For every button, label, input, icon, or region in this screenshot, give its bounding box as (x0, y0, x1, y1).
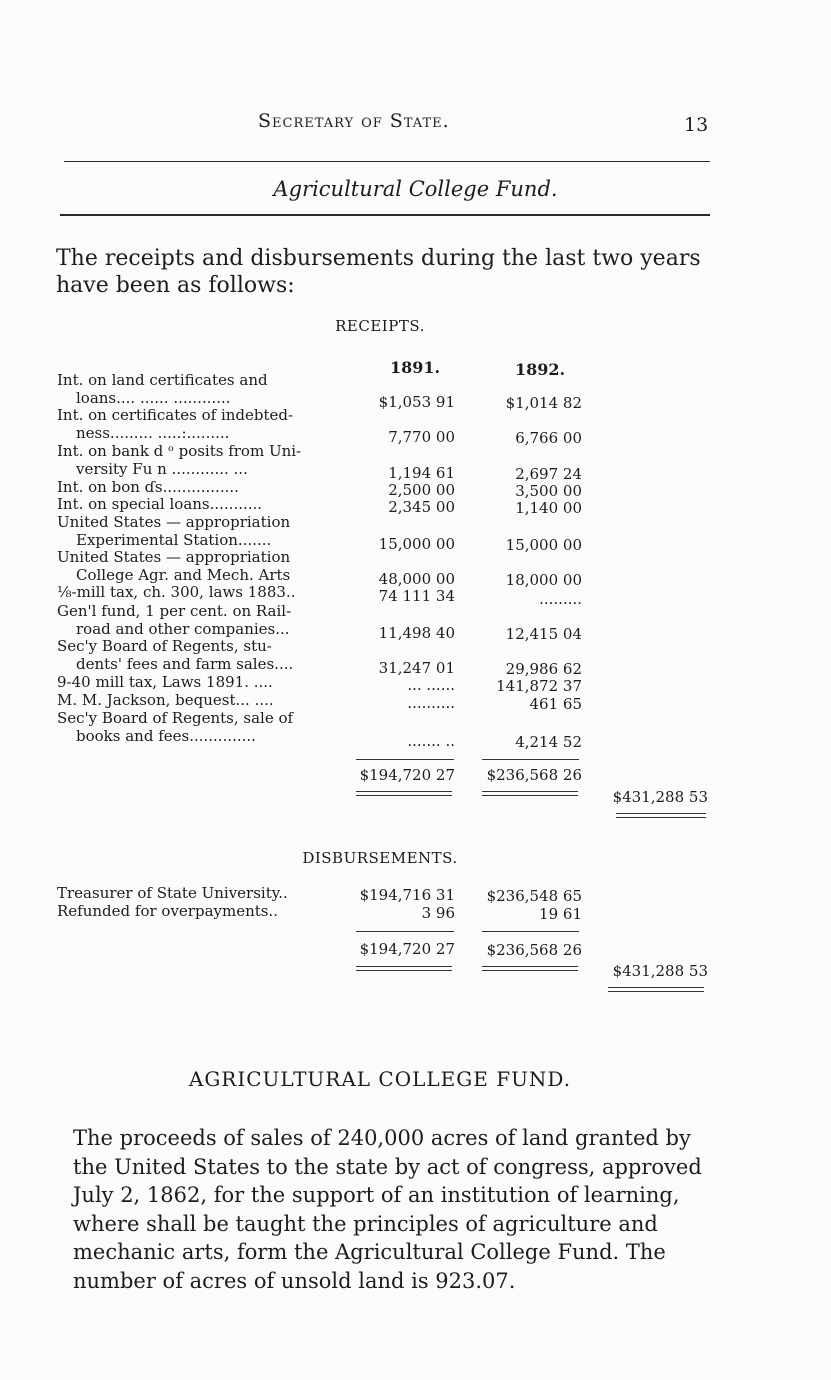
receipt-label: 9-40 mill tax, Laws 1891. .... (57, 673, 273, 691)
receipt-label: United States — appropriation (57, 513, 291, 531)
fund-heading: AGRICULTURAL COLLEGE FUND. (188, 1067, 572, 1091)
receipt-value-1891: ....... .. (407, 732, 455, 750)
receipts-total-1891: $194,720 27 (359, 766, 455, 784)
header-rule (64, 161, 710, 162)
year-1892-header: 1892. (515, 360, 566, 379)
receipt-value-1892: 18,000 00 (505, 571, 582, 589)
receipt-label: Int. on land certificates and (57, 371, 268, 389)
disbursements-grand-total-double-rule (608, 987, 704, 992)
disbursements-1892-sum-rule (482, 931, 579, 932)
disbursement-label: Refunded for overpayments.. (57, 902, 279, 920)
section-title: Agricultural College Fund. (273, 177, 558, 201)
receipt-label: dents' fees and farm sales.... (76, 655, 294, 673)
receipt-value-1892: ......... (539, 590, 582, 608)
receipt-value-1891: 11,498 40 (378, 624, 455, 642)
receipt-value-1892: 6,766 00 (515, 429, 582, 447)
disbursement-value-1891: 3 96 (421, 904, 455, 922)
receipt-value-1892: 2,697 24 (515, 465, 582, 483)
receipt-label: ness......... .....:......... (76, 424, 230, 442)
running-head: Secretary of State. (258, 110, 450, 132)
receipt-value-1891: 1,194 61 (388, 464, 455, 482)
disbursements-total-1892: $236,568 26 (486, 941, 582, 959)
closing-paragraph: The proceeds of sales of 240,000 acres of land granted by the United States to the state by act of congress, approved July 2, 1862, for the support of an institution of learning, where shall be taught the principles of agriculture and mechanic arts, form the Agricultural College Fund. The number of acres of unsold land is 923.07. (73, 1126, 702, 1293)
intro-paragraph: The receipts and disbursements during the last two years have been as follows: (56, 246, 701, 298)
receipts-total-1892: $236,568 26 (486, 766, 582, 784)
receipt-value-1891: 2,500 00 (388, 481, 455, 499)
receipt-value-1891: 7,770 00 (388, 428, 455, 446)
disbursements-grand-total: $431,288 53 (612, 962, 708, 980)
receipt-value-1891: 48,000 00 (378, 570, 455, 588)
receipt-label: road and other companies... (76, 620, 290, 638)
receipts-1891-double-rule (356, 791, 452, 796)
receipt-value-1892: 1,140 00 (515, 499, 582, 517)
receipt-label: versity Fu n ............ ... (76, 460, 248, 478)
disbursement-label: Treasurer of State University.. (57, 884, 288, 902)
disbursements-total-1891: $194,720 27 (359, 940, 455, 958)
receipt-label: College Agr. and Mech. Arts (76, 566, 291, 584)
receipt-label: books and fees.............. (76, 727, 256, 745)
receipt-value-1891: 31,247 01 (378, 659, 455, 677)
disbursement-value-1892: $236,548 65 (486, 887, 582, 905)
receipt-label: Sec'y Board of Regents, stu- (57, 637, 272, 655)
receipt-value-1892: 15,000 00 (505, 536, 582, 554)
receipt-label: loans.... ...... ............ (76, 389, 231, 407)
receipt-label: Int. on bank d ᵒ posits from Uni- (57, 442, 302, 460)
receipt-value-1892: 12,415 04 (505, 625, 582, 643)
receipt-label: Int. on bon ɗs................ (57, 478, 239, 496)
receipt-value-1891: 15,000 00 (378, 535, 455, 553)
section-rule (60, 214, 710, 216)
receipt-label: M. M. Jackson, bequest... .... (57, 691, 274, 709)
receipt-label: Experimental Station....... (76, 531, 272, 549)
receipt-label: Int. on special loans........... (57, 495, 263, 513)
disbursements-1892-double-rule (482, 966, 578, 971)
receipt-label: Sec'y Board of Regents, sale of (57, 709, 294, 727)
year-1891-header: 1891. (390, 358, 441, 377)
receipt-value-1892: 141,872 37 (496, 677, 582, 695)
receipt-value-1892: 461 65 (529, 695, 582, 713)
receipt-value-1891: $1,053 91 (378, 393, 455, 411)
receipt-label: ⅛-mill tax, ch. 300, laws 1883.. (57, 583, 296, 601)
receipt-value-1891: 74 111 34 (378, 587, 455, 605)
receipts-grand-total-double-rule (616, 813, 706, 818)
receipt-value-1891: ... ...... (407, 676, 455, 694)
receipts-1892-sum-rule (482, 759, 579, 760)
receipt-value-1891: .......... (407, 694, 455, 712)
disbursement-value-1891: $194,716 31 (359, 886, 455, 904)
receipt-value-1891: 2,345 00 (388, 498, 455, 516)
receipt-label: Int. on certificates of indebted- (57, 406, 294, 424)
receipts-1892-double-rule (482, 791, 578, 796)
receipts-grand-total: $431,288 53 (612, 788, 708, 806)
receipt-label: United States — appropriation (57, 548, 291, 566)
receipts-1891-sum-rule (356, 759, 454, 760)
disbursements-1891-sum-rule (356, 931, 454, 932)
receipt-value-1892: 4,214 52 (515, 733, 582, 751)
receipt-value-1892: 29,986 62 (505, 660, 582, 678)
disbursement-value-1892: 19 61 (539, 905, 582, 923)
disbursements-heading: DISBURSEMENTS. (302, 849, 458, 867)
receipt-value-1892: $1,014 82 (505, 394, 582, 412)
receipt-value-1892: 3,500 00 (515, 482, 582, 500)
page-number: 13 (684, 114, 709, 136)
receipts-heading: RECEIPTS. (335, 317, 425, 335)
receipt-label: Gen'l fund, 1 per cent. on Rail- (57, 602, 292, 620)
disbursements-1891-double-rule (356, 966, 452, 971)
